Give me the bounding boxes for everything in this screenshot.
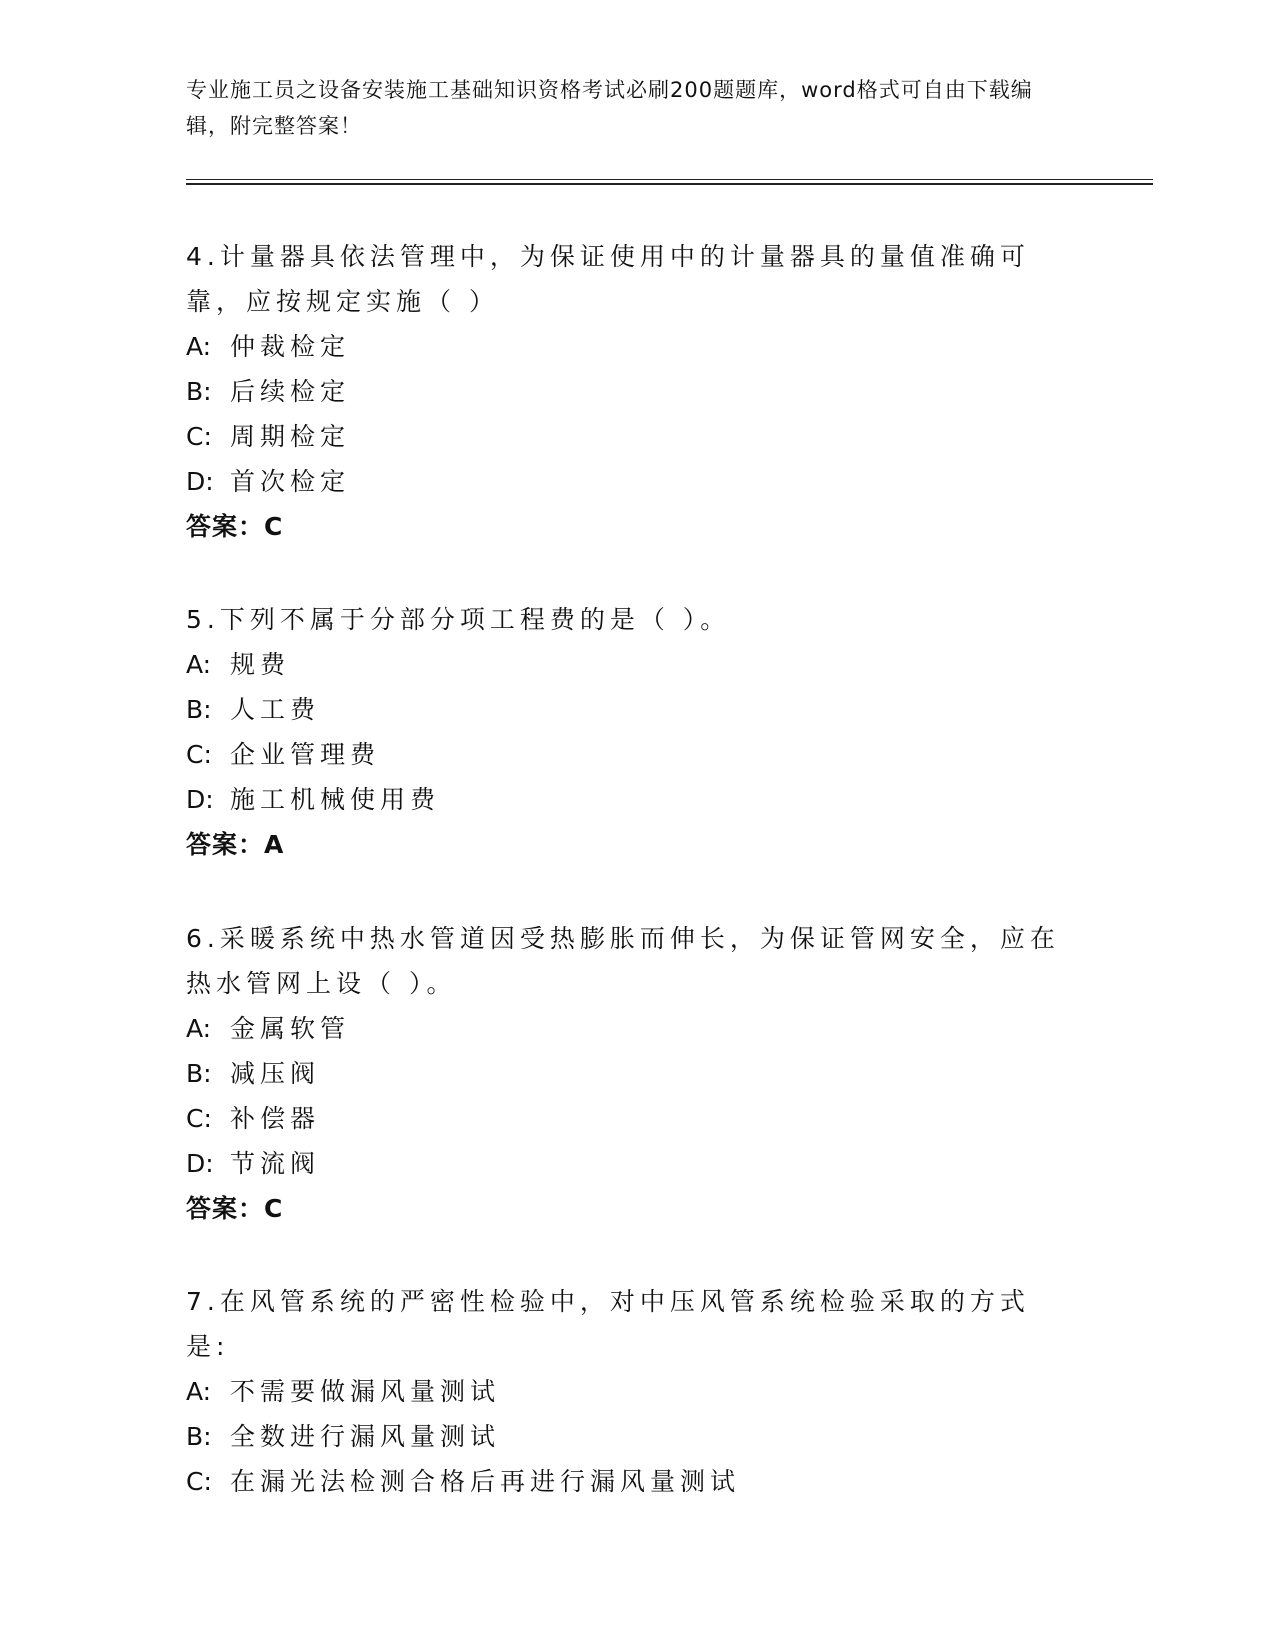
- option-text: 仲裁检定: [230, 332, 351, 361]
- option-list: [186, 1369, 1066, 1504]
- option-text: 规费: [230, 650, 291, 679]
- option-b: [186, 1414, 1066, 1459]
- option-b: [186, 687, 1066, 732]
- option-text: 减压阀: [230, 1059, 321, 1088]
- option-letter: C:: [186, 740, 212, 769]
- option-d: [186, 1141, 1066, 1186]
- option-letter: D:: [186, 467, 214, 496]
- question-5: [186, 597, 1066, 867]
- option-letter: A:: [186, 1377, 212, 1406]
- option-text: 施工机械使用费: [230, 785, 441, 814]
- option-letter: B:: [186, 695, 212, 724]
- option-text: 全数进行漏风量测试: [230, 1422, 501, 1451]
- answer: 答案：C: [186, 512, 284, 541]
- option-letter: D:: [186, 1149, 214, 1178]
- answer: 答案：A: [186, 830, 285, 859]
- answer: 答案：C: [186, 1194, 284, 1223]
- option-text: 首次检定: [230, 467, 351, 496]
- option-c: [186, 732, 1066, 777]
- option-text: 周期检定: [230, 422, 351, 451]
- option-c: [186, 414, 1066, 459]
- option-letter: A:: [186, 332, 212, 361]
- question-stem: 6.采暖系统中热水管道因受热膨胀而伸长，为保证管网安全，应在热水管网上设（ ）。: [186, 924, 1060, 998]
- option-letter: C:: [186, 422, 212, 451]
- question-7: [186, 1279, 1066, 1504]
- option-text: 节流阀: [230, 1149, 321, 1178]
- option-text: 金属软管: [230, 1014, 351, 1043]
- option-list: [186, 324, 1066, 504]
- option-c: [186, 1459, 1066, 1504]
- option-letter: C:: [186, 1467, 212, 1496]
- option-text: 补偿器: [230, 1104, 321, 1133]
- option-d: [186, 459, 1066, 504]
- option-a: [186, 324, 1066, 369]
- option-text: 不需要做漏风量测试: [230, 1377, 501, 1406]
- question-stem: 4.计量器具依法管理中，为保证使用中的计量器具的量值准确可靠，应按规定实施（ ）: [186, 242, 1030, 316]
- option-letter: B:: [186, 1059, 212, 1088]
- option-text: 后续检定: [230, 377, 351, 406]
- question-stem: 7.在风管系统的严密性检验中，对中压风管系统检验采取的方式是:: [186, 1287, 1030, 1361]
- question-stem: 5.下列不属于分部分项工程费的是（ ）。: [186, 605, 731, 634]
- question-4: [186, 234, 1066, 549]
- option-a: [186, 1006, 1066, 1051]
- option-list: [186, 642, 1066, 822]
- question-6: [186, 916, 1066, 1231]
- option-letter: B:: [186, 1422, 212, 1451]
- option-list: [186, 1006, 1066, 1186]
- option-d: [186, 777, 1066, 822]
- header-divider-thick: [186, 183, 1153, 185]
- option-b: [186, 369, 1066, 414]
- option-text: 人工费: [230, 695, 321, 724]
- option-letter: D:: [186, 785, 214, 814]
- option-letter: B:: [186, 377, 212, 406]
- option-a: [186, 642, 1066, 687]
- option-letter: A:: [186, 1014, 212, 1043]
- option-letter: A:: [186, 650, 212, 679]
- option-b: [186, 1051, 1066, 1096]
- document-header: 专业施工员之设备安装施工基础知识资格考试必刷200题题库，word格式可自由下载编辑，附完整答案！: [186, 78, 1033, 138]
- option-c: [186, 1096, 1066, 1141]
- option-text: 企业管理费: [230, 740, 381, 769]
- option-text: 在漏光法检测合格后再进行漏风量测试: [230, 1467, 741, 1496]
- option-letter: C:: [186, 1104, 212, 1133]
- option-a: [186, 1369, 1066, 1414]
- header-divider-thin: [186, 179, 1153, 180]
